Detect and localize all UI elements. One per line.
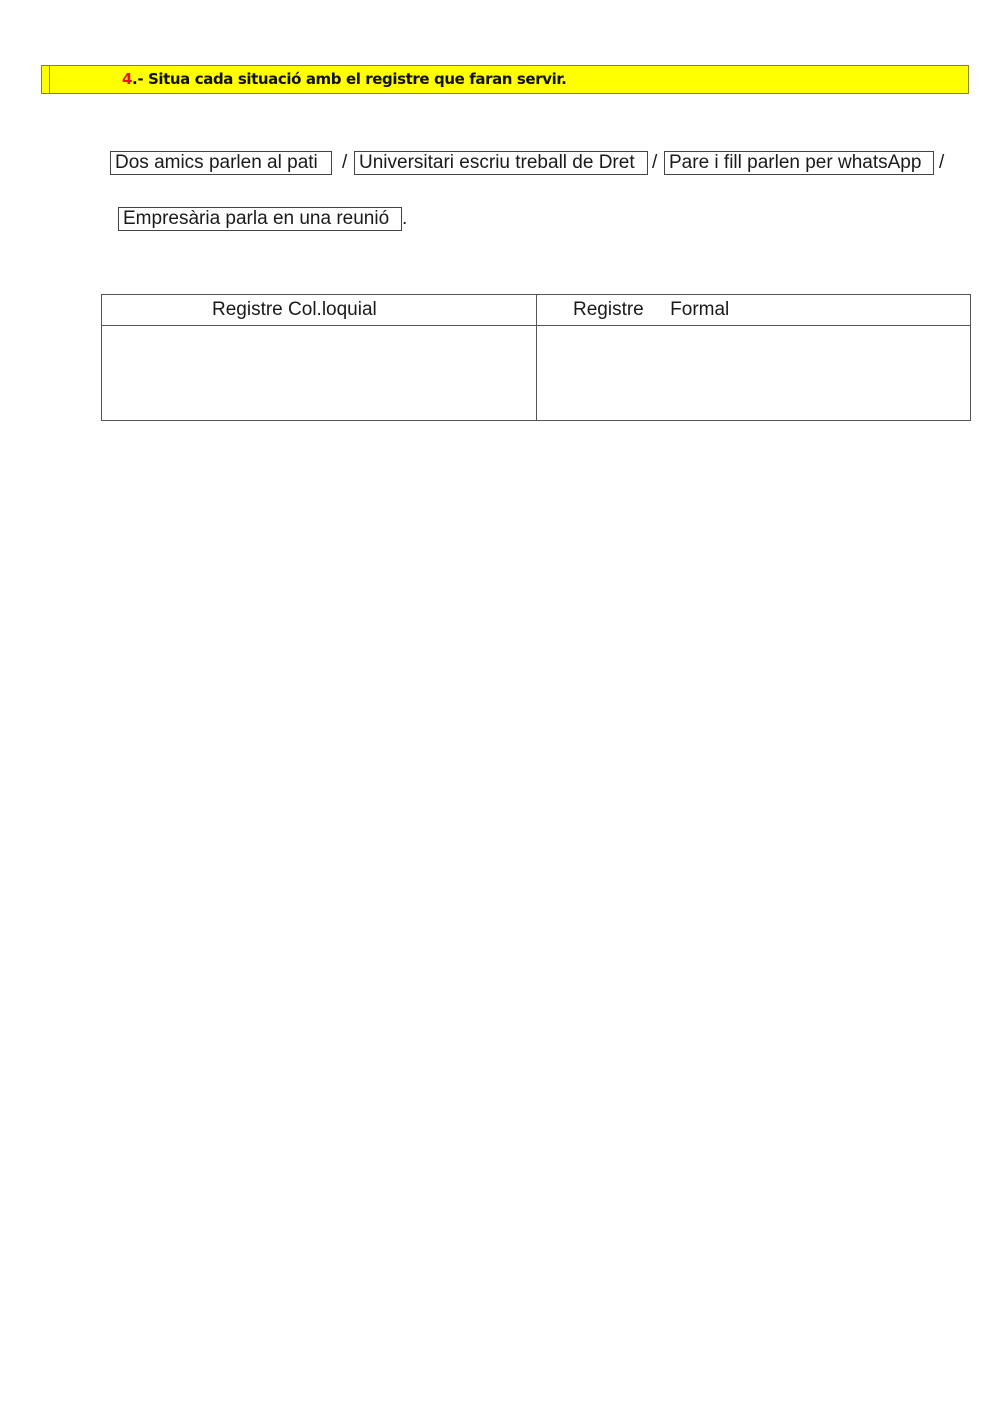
drop-zone-formal[interactable] bbox=[537, 326, 971, 421]
instruction-title bbox=[122, 70, 566, 88]
header-formal-label: Registre Formal bbox=[573, 299, 730, 320]
option-chip-empresaria[interactable]: Empresària parla en una reunió bbox=[118, 207, 402, 231]
instruction-text: .- Situa cada situació amb el registre que faran servir. bbox=[132, 70, 567, 88]
option-separator: . bbox=[402, 208, 408, 229]
header-colloquial bbox=[102, 295, 537, 326]
option-chip-universitari[interactable]: Universitari escriu treball de Dret bbox=[354, 151, 648, 175]
drop-zone-colloquial[interactable] bbox=[102, 326, 537, 421]
drop-area-formal[interactable] bbox=[538, 327, 969, 419]
instruction-number: 4 bbox=[122, 70, 133, 88]
option-chip-dos-amics[interactable]: Dos amics parlen al pati bbox=[110, 151, 332, 175]
option-separator: / bbox=[939, 152, 945, 173]
register-table-header-row bbox=[102, 295, 971, 326]
header-colloquial-label: Registre Col.loquial bbox=[212, 299, 377, 320]
option-separator: / bbox=[342, 152, 348, 173]
instruction-bar-edge bbox=[42, 66, 50, 93]
instruction-bar bbox=[41, 65, 969, 94]
register-table-drop-row bbox=[102, 326, 971, 421]
register-table bbox=[101, 294, 971, 421]
option-separator: / bbox=[652, 152, 658, 173]
drop-area-colloquial[interactable] bbox=[103, 327, 535, 419]
option-chip-pare-fill[interactable]: Pare i fill parlen per whatsApp bbox=[664, 151, 934, 175]
header-formal bbox=[537, 295, 971, 326]
